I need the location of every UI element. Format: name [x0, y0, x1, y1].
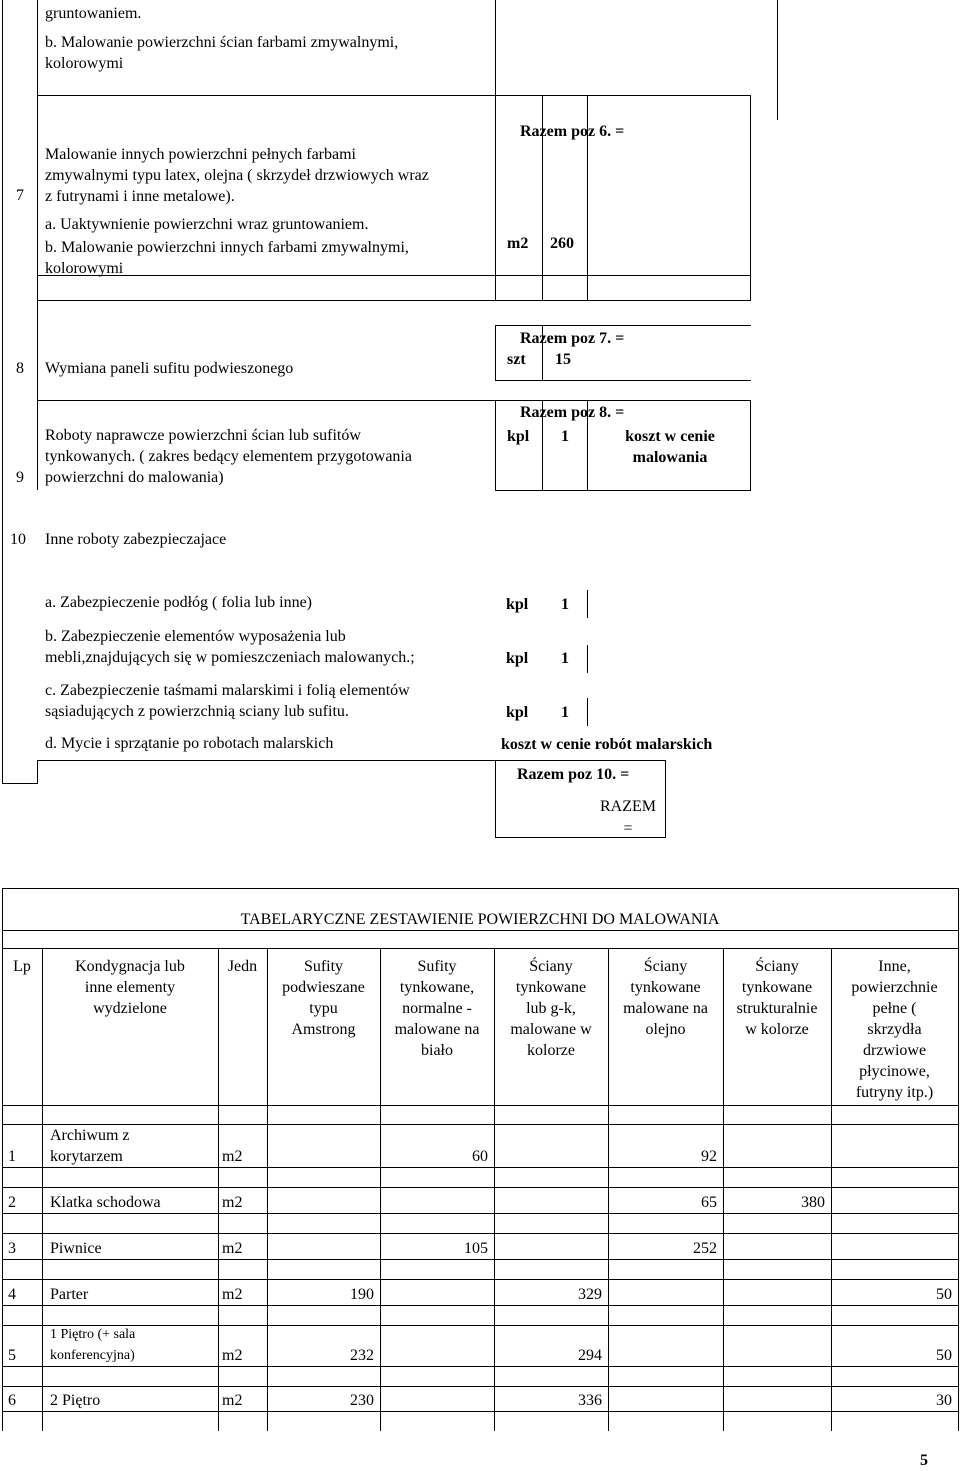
- grid-line: [2, 1411, 959, 1412]
- header-text: skrzydła: [867, 1021, 922, 1038]
- grid-line: [2, 1105, 959, 1106]
- grid-line: [494, 948, 495, 1431]
- item10-c-line2: sąsiadujących z powierzchnią sciany lub sufitu.: [45, 703, 349, 720]
- header-text: pełne (: [872, 1000, 917, 1017]
- table-cell: 105: [464, 1240, 488, 1257]
- razem-poz-7: Razem poz 7. =: [520, 330, 625, 347]
- item10-a-qty: 1: [561, 596, 569, 613]
- header-text: powierzchnie: [851, 979, 938, 996]
- header-text: Amstrong: [291, 1021, 356, 1038]
- grid-line: [2, 1233, 959, 1234]
- item10-c-line1: c. Zabezpieczenie taśmami malarskimi i folią elementów: [45, 682, 410, 699]
- grid-line: [2, 888, 3, 1431]
- item9-line2: tynkowanych. ( zakres bedący elementem przygotowania: [45, 448, 412, 465]
- item9-qty: 1: [561, 428, 569, 445]
- grid-line: [587, 645, 588, 673]
- header-text: wydzielone: [93, 1000, 167, 1017]
- item7-line3: z futrynami i inne metalowe).: [45, 188, 235, 205]
- table-cell: 65: [701, 1194, 717, 1211]
- grid-line: [37, 300, 496, 301]
- grid-line: [2, 930, 959, 931]
- header-text: malowane na: [623, 1000, 708, 1017]
- table-cell: 190: [350, 1286, 374, 1303]
- item9-note-line2: malowania: [632, 449, 708, 466]
- grid-line: [495, 325, 496, 380]
- header-text: Sufity: [303, 958, 344, 975]
- razem-poz-8: Razem poz 8. =: [520, 404, 625, 421]
- item8-number: 8: [16, 360, 24, 377]
- grid-line: [2, 888, 959, 889]
- grid-line: [2, 1187, 959, 1188]
- table-cell: Archiwum z: [50, 1127, 130, 1144]
- razem-total-eq: =: [623, 820, 633, 837]
- header-text: Sufity: [417, 958, 457, 975]
- grid-line: [2, 0, 3, 783]
- header-text: podwieszane: [282, 979, 365, 996]
- grid-line: [37, 760, 496, 761]
- header-text: strukturalnie: [736, 1000, 818, 1017]
- item9-line1: Roboty naprawcze powierzchni ścian lub sufitów: [45, 427, 361, 444]
- table-cell: Klatka schodowa: [50, 1194, 161, 1211]
- table-cell: 92: [701, 1148, 717, 1165]
- table-cell: 230: [350, 1392, 374, 1409]
- table-cell: m2: [222, 1286, 243, 1303]
- table-cell: 294: [578, 1347, 602, 1364]
- table-cell: 1 Piętro (+ sala: [50, 1327, 136, 1342]
- grid-line: [2, 1167, 959, 1168]
- item9-note-line1: koszt w cenie: [625, 428, 715, 445]
- grid-line: [2, 1213, 959, 1214]
- table-cell: 2 Piętro: [50, 1392, 101, 1409]
- item10-b-qty: 1: [561, 650, 569, 667]
- razem-total-label: RAZEM: [600, 798, 656, 815]
- grid-line: [750, 95, 751, 300]
- item8-text: Wymiana paneli sufitu podwieszonego: [45, 360, 294, 377]
- item6-b-line1: b. Malowanie powierzchni ścian farbami zmywalnymi,: [45, 34, 399, 51]
- table-cell: m2: [222, 1347, 243, 1364]
- header-text: drzwiowe: [862, 1042, 927, 1059]
- razem-poz-10: Razem poz 10. =: [517, 766, 630, 783]
- table-cell: 5: [8, 1347, 16, 1364]
- header-text: Jedn: [227, 958, 258, 975]
- table-cell: konferencyjna): [50, 1348, 135, 1363]
- item10-a-unit: kpl: [506, 596, 529, 613]
- item7-b-line1: b. Malowanie powierzchni innych farbami zmywalnymi,: [45, 239, 409, 256]
- grid-line: [37, 760, 38, 783]
- item7-line1: Malowanie innych powierzchni pełnych farbami: [45, 146, 356, 163]
- grid-line: [37, 95, 751, 96]
- grid-line: [37, 275, 751, 276]
- grid-line: [37, 400, 496, 401]
- grid-line: [495, 760, 496, 837]
- item8-qty: 15: [555, 351, 571, 368]
- header-text: w kolorze: [745, 1021, 809, 1038]
- grid-line: [958, 888, 959, 1431]
- item7-qty: 260: [550, 235, 574, 252]
- header-text: biało: [421, 1042, 453, 1059]
- item9-line3: powierzchni do malowania): [45, 469, 224, 486]
- item7-number: 7: [16, 187, 24, 204]
- grid-line: [495, 0, 496, 300]
- grid-line: [495, 760, 666, 761]
- grid-line: [2, 1259, 959, 1260]
- grid-line: [2, 948, 959, 949]
- table-cell: 232: [350, 1347, 374, 1364]
- table-cell: Parter: [50, 1286, 89, 1303]
- header-text: tynkowane: [630, 979, 701, 996]
- grid-line: [495, 380, 751, 381]
- grid-line: [495, 325, 751, 326]
- header-text: Ściany: [643, 958, 688, 975]
- item10-number: 10: [10, 531, 26, 548]
- table-cell: 60: [472, 1148, 488, 1165]
- grid-line: [587, 590, 588, 618]
- header-text: inne elementy: [84, 979, 176, 996]
- razem-poz-6: Razem poz 6. =: [520, 123, 625, 140]
- grid-line: [37, 0, 38, 490]
- item10-b-unit: kpl: [506, 650, 529, 667]
- grid-line: [723, 948, 724, 1431]
- grid-line: [495, 300, 751, 301]
- header-text: Kondygnacja lub: [75, 958, 185, 975]
- item10-c-unit: kpl: [506, 704, 529, 721]
- table-cell: 30: [936, 1392, 952, 1409]
- header-text: malowane na: [394, 1021, 480, 1038]
- grid-line: [380, 948, 381, 1431]
- header-text: tynkowane: [515, 979, 587, 996]
- item10-text: Inne roboty zabezpieczajace: [45, 531, 227, 548]
- table-cell: 380: [801, 1194, 825, 1211]
- table-cell: 252: [693, 1240, 717, 1257]
- item10-b-line1: b. Zabezpieczenie elementów wyposażenia lub: [45, 628, 346, 645]
- header-text: tynkowane: [741, 979, 813, 996]
- grid-line: [608, 948, 609, 1431]
- grid-line: [587, 698, 588, 726]
- table-cell: korytarzem: [50, 1148, 123, 1165]
- table-cell: 1: [8, 1148, 16, 1165]
- table-cell: Piwnice: [50, 1240, 102, 1257]
- table-cell: 2: [8, 1194, 16, 1211]
- grid-line: [267, 948, 268, 1431]
- grid-line: [2, 1279, 959, 1280]
- grid-line: [495, 400, 751, 401]
- header-text: typu: [309, 1000, 338, 1017]
- table-cell: 50: [936, 1347, 952, 1364]
- header-text: normalne -: [402, 1000, 472, 1017]
- page-number: 5: [920, 1452, 928, 1469]
- header-text: kolorze: [527, 1042, 575, 1059]
- item7-a: a. Uaktywnienie powierzchni wraz gruntowaniem.: [45, 216, 369, 233]
- item9-unit: kpl: [507, 428, 530, 445]
- grid-line: [2, 1366, 959, 1367]
- item10-d-note: koszt w cenie robót malarskich: [501, 736, 713, 753]
- grid-line: [2, 1325, 959, 1326]
- grid-line: [2, 1386, 959, 1387]
- grid-line: [218, 948, 219, 1431]
- item10-c-qty: 1: [561, 704, 569, 721]
- header-text: lub g-k,: [526, 1000, 576, 1017]
- item7-unit: m2: [507, 235, 529, 252]
- table-cell: m2: [222, 1392, 243, 1409]
- table-cell: 336: [578, 1392, 602, 1409]
- item10-b-line2: mebli,znajdujących się w pomieszczeniach malowanych.;: [45, 649, 415, 666]
- item10-d: d. Mycie i sprzątanie po robotach malarskich: [45, 735, 334, 752]
- header-text: olejno: [645, 1021, 686, 1038]
- header-text: malowane w: [510, 1021, 592, 1038]
- table-cell: 50: [936, 1286, 952, 1303]
- header-text: Ściany: [529, 958, 573, 975]
- table-cell: 4: [8, 1286, 16, 1303]
- grid-line: [42, 948, 43, 1431]
- item7-b-line2: kolorowymi: [45, 260, 124, 277]
- item6-continuation: gruntowaniem.: [45, 5, 142, 22]
- header-text: tynkowane,: [399, 979, 475, 996]
- table-cell: 6: [8, 1392, 16, 1409]
- item10-a: a. Zabezpieczenie podłóg ( folia lub inne): [45, 594, 312, 611]
- table-cell: m2: [222, 1194, 243, 1211]
- table-cell: 329: [578, 1286, 602, 1303]
- table-cell: m2: [222, 1148, 243, 1165]
- grid-line: [777, 0, 778, 120]
- header-text: płycinowe,: [859, 1063, 930, 1080]
- grid-line: [495, 400, 496, 490]
- item8-unit: szt: [507, 351, 526, 368]
- grid-line: [831, 948, 832, 1431]
- item9-number: 9: [16, 469, 24, 486]
- table-title: TABELARYCZNE ZESTAWIENIE POWIERZCHNI DO MALOWANIA: [240, 911, 720, 928]
- item6-b-line2: kolorowymi: [45, 55, 124, 72]
- grid-line: [2, 1305, 959, 1306]
- table-cell: 3: [8, 1240, 16, 1257]
- header-text: futryny itp.): [855, 1084, 934, 1101]
- grid-line: [495, 490, 751, 491]
- table-cell: m2: [222, 1240, 243, 1257]
- grid-line: [2, 783, 38, 784]
- item7-line2: zmywalnymi typu latex, olejna ( skrzydeł drzwiowych wraz: [45, 167, 429, 184]
- grid-line: [750, 400, 751, 490]
- header-text: Ściany: [755, 958, 799, 975]
- header-text: Inne,: [878, 958, 911, 975]
- grid-line: [2, 1124, 959, 1125]
- header-text: Lp: [13, 958, 31, 975]
